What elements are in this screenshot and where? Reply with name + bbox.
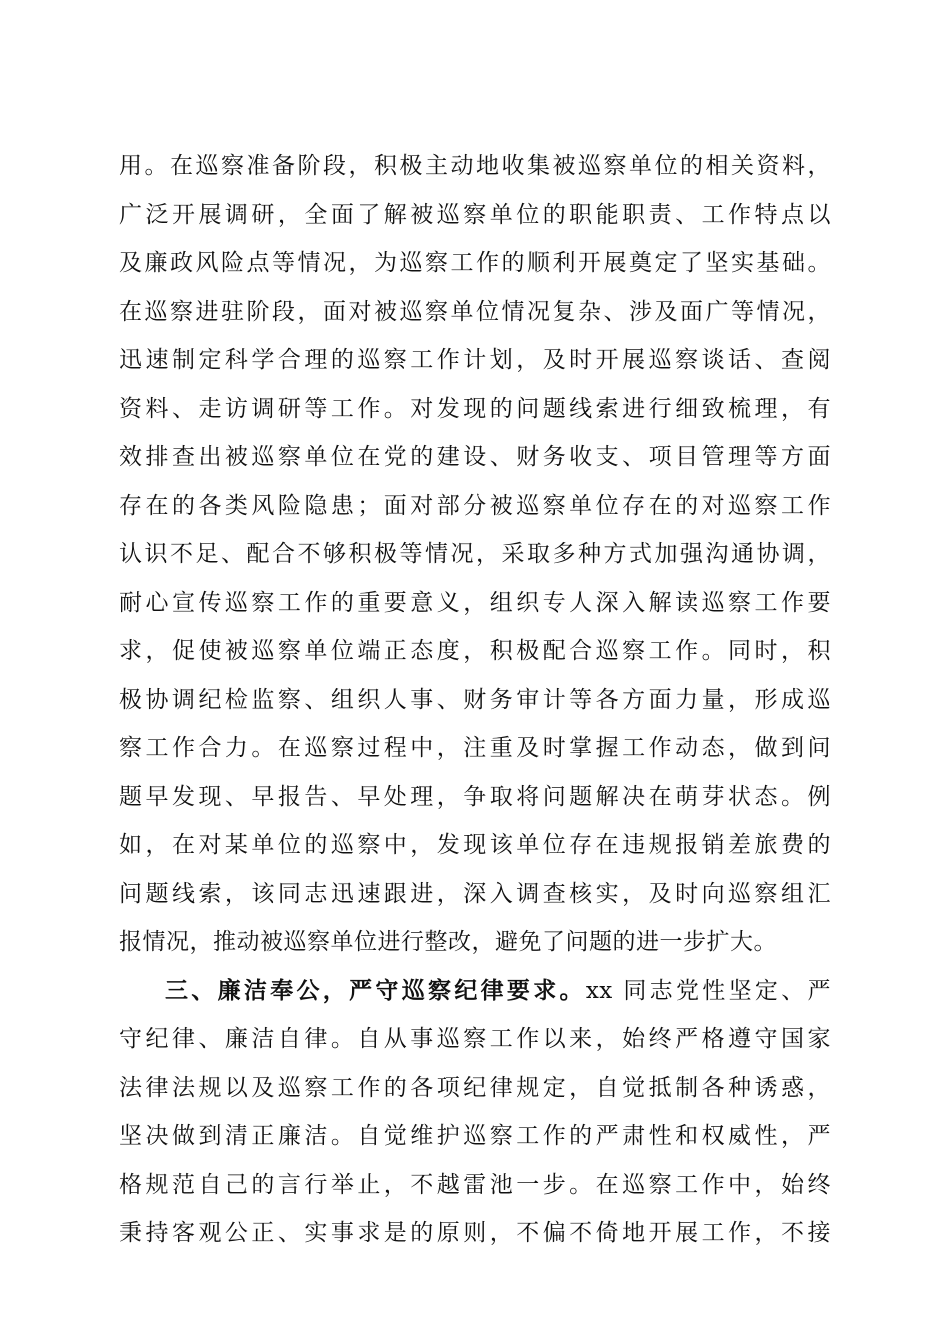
text-line: 耐心宣传巡察工作的重要意义，组织专人深入解读巡察工作要 — [119, 589, 831, 616]
section-first-line — [119, 967, 831, 1016]
text-line: 用。在巡察准备阶段，积极主动地收集被巡察单位的相关资料， — [119, 153, 831, 179]
text-line: 广泛开展调研，全面了解被巡察单位的职能职责、工作特点以 — [119, 201, 831, 228]
text-line: 存在的各类风险隐患；面对部分被巡察单位存在的对巡察工作 — [119, 492, 831, 519]
section-heading-continuation: xx 同志党性坚定、严 — [585, 977, 831, 1004]
text-line: 认识不足、配合不够积极等情况，采取多种方式加强沟通协调， — [119, 541, 831, 567]
text-line: 法律法规以及巡察工作的各项纪律规定，自觉抵制各种诱惑， — [119, 1074, 831, 1101]
text-line: 坚决做到清正廉洁。自觉维护巡察工作的严肃性和权威性，严 — [119, 1123, 831, 1149]
text-line: 秉持客观公正、实事求是的原则，不偏不倚地开展工作，不接 — [119, 1220, 831, 1246]
text-line: 迅速制定科学合理的巡察工作计划，及时开展巡察谈话、查阅 — [119, 347, 831, 373]
section-integrity — [119, 967, 831, 1258]
text-line: 守纪律、廉洁自律。自从事巡察工作以来，始终严格遵守国家 — [119, 1026, 831, 1052]
text-line: 报情况，推动被巡察单位进行整改，避免了问题的进一步扩大。 — [119, 929, 777, 955]
text-line: 极协调纪检监察、组织人事、财务审计等各方面力量，形成巡 — [119, 686, 831, 713]
section-heading: 三、廉洁奉公，严守巡察纪律要求。 — [165, 976, 586, 1004]
text-line: 资料、走访调研等工作。对发现的问题线索进行细致梳理，有 — [119, 395, 831, 422]
text-line: 题早发现、早报告、早处理，争取将问题解决在萌芽状态。例 — [119, 783, 831, 810]
paragraph-work-performance — [119, 142, 831, 967]
text-line: 在巡察进驻阶段，面对被巡察单位情况复杂、涉及面广等情况， — [119, 298, 831, 325]
text-line: 效排查出被巡察单位在党的建设、财务收支、项目管理等方面 — [119, 444, 831, 470]
text-line: 及廉政风险点等情况，为巡察工作的顺利开展奠定了坚实基础。 — [119, 250, 831, 276]
text-line: 如，在对某单位的巡察中，发现该单位存在违规报销差旅费的 — [119, 832, 831, 858]
text-line: 格规范自己的言行举止，不越雷池一步。在巡察工作中，始终 — [119, 1171, 831, 1198]
text-line: 察工作合力。在巡察过程中，注重及时掌握工作动态，做到问 — [119, 735, 831, 761]
text-line: 问题线索，该同志迅速跟进，深入调查核实，及时向巡察组汇 — [119, 880, 831, 907]
document-body — [119, 142, 831, 1258]
text-line: 求，促使被巡察单位端正态度，积极配合巡察工作。同时，积 — [119, 638, 831, 664]
